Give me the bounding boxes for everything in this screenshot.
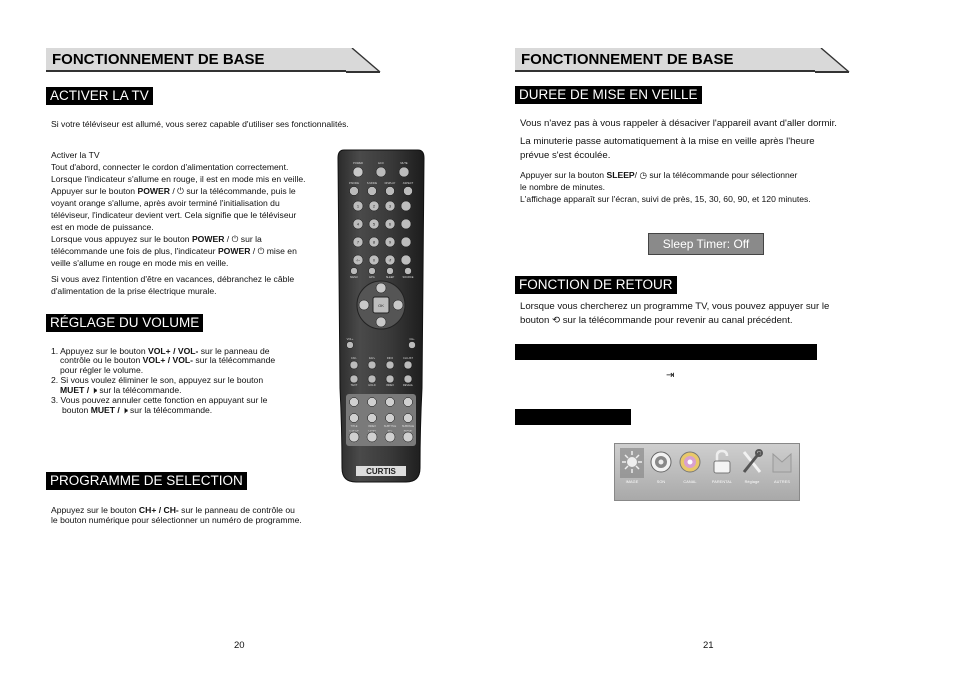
left-page-header (46, 48, 386, 72)
remote-button-label: INDEX (368, 425, 376, 428)
power-icon: ⏻ (177, 186, 184, 196)
section-title-programme: PROGRAMME DE SELECTION (46, 472, 247, 490)
remote-button[interactable] (386, 361, 394, 369)
menu-item-parental[interactable]: PARENTAL (709, 448, 735, 484)
dpad-arrow-button[interactable] (376, 283, 386, 293)
remote-button-eco[interactable] (376, 167, 386, 177)
remote-button[interactable] (386, 375, 394, 383)
remote-button-label: DISPLAY (384, 182, 396, 185)
media-button[interactable] (350, 414, 359, 423)
activer-line-1: Activer la TV (51, 150, 100, 160)
activer-line-3: Lorsque l'indicateur s'allume en rouge, il est en mode mis en veille. (51, 174, 306, 184)
remote-button-label: 7 (356, 239, 360, 245)
remote-button-label: 0 (373, 258, 375, 263)
remote-button-label: INDEX (386, 384, 394, 387)
media-button[interactable] (385, 432, 395, 442)
media-button[interactable] (350, 398, 359, 407)
power-icon: ⏻ (231, 234, 239, 244)
veille-line-2: La minuterie passe automatiquement à la mise en veille après l'heure (520, 136, 815, 147)
remote-button-epg[interactable] (369, 268, 376, 275)
menu-item-son[interactable]: SON (648, 448, 674, 484)
sleep-clock-icon: ◷ (639, 170, 647, 180)
sleep-line-1: Appuyer sur la bouton SLEEP/ ◷ sur la télécommande pour sélectionner (520, 170, 798, 180)
remote-button-label: SLEEP (385, 276, 395, 279)
remote-button-label: 6 (388, 221, 392, 227)
remote-button[interactable] (350, 187, 359, 196)
redacted-section-bar (515, 344, 817, 360)
sleep-line-3: L'affichage apparaît sur l'écran, suivi de près, 15, 30, 60, 90, et 120 minutes. (520, 194, 811, 204)
mute-icon: 🕨 (122, 405, 128, 415)
veille-line-1: Vous n'avez pas à vous rappeler à désaciver l'appareil avant d'aller dormir. (520, 118, 837, 129)
sleep-line-2: le nombre de minutes. (520, 182, 606, 192)
section-title-retour: FONCTION DE RETOUR (515, 276, 677, 294)
dpad-arrow-button[interactable] (393, 300, 403, 310)
volume-line-2: contrôle ou le bouton VOL+ / VOL- sur la télécommande (60, 355, 276, 365)
power-line-3: téléviseur, l'indicateur devient vert. Cela signifie que le téléviseur (51, 210, 297, 220)
remote-button[interactable] (368, 187, 377, 196)
remote-button-label: OK (378, 303, 384, 308)
remote-button-label: FAV+ (368, 357, 376, 360)
retour-line-2: bouton ⟲ sur la télécommande pour revenir au canal précédent. (520, 315, 793, 326)
remote-button-label: MENU (350, 276, 358, 279)
remote-brand: CURTIS (366, 467, 396, 476)
remote-button-label: ECO (378, 162, 384, 165)
remote-button[interactable] (350, 375, 358, 383)
remote-button[interactable] (386, 187, 395, 196)
page-title: FONCTIONNEMENT DE BASE (521, 51, 734, 68)
remote-button-mute[interactable] (399, 167, 409, 177)
remote-button-label: FAV- (351, 357, 357, 360)
remote-button-label: -/-- (355, 258, 361, 263)
programme-line-1: Appuyez sur le bouton CH+ / CH- sur le panneau de contrôle ou (51, 505, 295, 515)
menu-item-autres[interactable]: AUTRES (769, 448, 795, 484)
remote-button-label: HOLD (368, 384, 376, 387)
menu-item-image[interactable]: IMAGE (619, 448, 645, 484)
remote-button-label: 8 (372, 239, 376, 245)
remote-button[interactable] (350, 361, 358, 369)
retour-line-1: Lorsque vous chercherez un programme TV, vous pouvez appuyer sur le (520, 301, 830, 312)
remote-button-label: 9 (388, 239, 392, 245)
activer-line-2: Tout d'abord, connecter le cordon d'alimentation correctement. (51, 162, 289, 172)
others-icon (770, 448, 794, 478)
programme-line-2: le bouton numérique pour sélectionner un numéro de programme. (51, 515, 302, 525)
intro-text: Si votre téléviseur est allumé, vous serez capable d'utiliser ses fonctionnalités. (51, 119, 349, 129)
remote-button[interactable] (404, 187, 413, 196)
media-button[interactable] (368, 398, 377, 407)
return-icon: ⟲ (552, 315, 561, 326)
remote-button-label: SOURCE (402, 276, 414, 279)
remote-button[interactable] (401, 237, 411, 247)
remote-button-menu[interactable] (351, 268, 358, 275)
volume-line-5: MUET / 🕨 sur la télécommande. (60, 385, 182, 395)
power-paragraph-line: Appuyer sur le bouton POWER / ⏻ sur la télécommande, puis le (51, 186, 296, 196)
sound-icon (649, 448, 673, 478)
mute-icon: 🕨 (91, 385, 97, 395)
media-button[interactable] (403, 432, 413, 442)
section-title-veille: DUREE DE MISE EN VEILLE (515, 86, 702, 104)
volume-line-1: 1. Appuyez sur le bouton VOL+ / VOL- sur le panneau de (51, 346, 270, 356)
remote-button[interactable] (368, 361, 376, 369)
remote-button[interactable] (404, 375, 412, 383)
remote-button-label: MUTE (400, 162, 408, 165)
remote-button[interactable] (401, 255, 411, 265)
vacances-line-1: Si vous avez l'intention d'être en vacances, débranchez le câble (51, 274, 295, 284)
header-diagonal-decoration (815, 48, 851, 74)
sleep-timer-osd: Sleep Timer: Off (648, 233, 764, 255)
remote-button-label: POWER (353, 162, 363, 165)
input-source-icon: ⇥ (666, 370, 675, 381)
remote-button-label: CH+ (409, 338, 415, 341)
remote-button-label: REPEAT (403, 430, 413, 433)
media-button[interactable] (368, 414, 377, 423)
tools-icon (740, 448, 764, 478)
remote-button-label: 2 (372, 203, 376, 209)
volume-line-7: bouton MUET / 🕨 sur la télécommande. (62, 405, 213, 415)
remote-button[interactable] (347, 342, 354, 349)
remote-button-label: TITLE (350, 425, 358, 428)
remote-button-sleep[interactable] (387, 268, 394, 275)
remote-button-label: REVEAL (402, 384, 414, 387)
remote-button-label: EPG (369, 276, 375, 279)
remote-button-source[interactable] (405, 268, 412, 275)
remote-button-label: ASPECT (402, 182, 414, 185)
remote-button[interactable] (368, 375, 376, 383)
lock-icon (710, 448, 734, 478)
menu-item-canal[interactable]: CANAL (677, 448, 703, 484)
power-fourth-line: veille s'allume en rouge en mode mis en veille. (51, 258, 229, 268)
remote-button-label: D.SETUP (349, 430, 359, 433)
remote-button-power[interactable] (353, 167, 363, 177)
remote-button-label: T-SHIFT (367, 430, 377, 433)
power-line-2: voyant orange s'allume, après avoir terminé l'initialisation du (51, 198, 280, 208)
remote-control-illustration (336, 148, 426, 484)
remote-button-label: SUBTITLE (383, 425, 397, 428)
remote-button-label: CH.LIST (403, 357, 413, 360)
power-line-4: est en mode de puissance. (51, 222, 154, 232)
vacances-line-2: d'alimentation de la prise électrique murale. (51, 286, 217, 296)
remote-button-label: 3 (388, 203, 392, 209)
media-button[interactable] (349, 432, 359, 442)
remote-button-label: SUBPAGE (401, 425, 415, 428)
remote-button[interactable] (401, 219, 411, 229)
remote-button-label: S.MODE (366, 182, 378, 185)
media-button[interactable] (386, 398, 395, 407)
power-third-line: télécommande une fois de plus, l'indicateur POWER / ⏻ mise en (51, 246, 297, 256)
remote-button-label: REC (387, 430, 393, 433)
remote-button-label: INFO (386, 357, 394, 360)
remote-button[interactable] (409, 342, 416, 349)
redacted-section-bar-2 (515, 409, 631, 425)
page-number-right: 21 (703, 640, 714, 651)
power-icon: ⏻ (257, 246, 265, 256)
dpad-arrow-button[interactable] (359, 300, 369, 310)
remote-button-label: TEXT (350, 384, 358, 387)
volume-line-6: 3. Vous pouvez annuler cette fonction en appuyant sur le (51, 395, 268, 405)
media-button[interactable] (367, 432, 377, 442)
section-title-activer-tv: ACTIVER LA TV (46, 87, 153, 105)
media-button[interactable] (404, 414, 413, 423)
media-button[interactable] (404, 398, 413, 407)
volume-line-4: 2. Si vous voulez éliminer le son, appuyez sur le bouton (51, 375, 264, 385)
right-page-header (515, 48, 855, 72)
power-second-line: Lorsque vous appuyez sur le bouton POWER / ⏻ sur la (51, 234, 262, 244)
remote-button-label: ↺ (388, 258, 392, 263)
remote-button[interactable] (404, 361, 412, 369)
remote-button-label: 5 (372, 221, 376, 227)
menu-item-reglage[interactable]: Réglage (739, 448, 765, 484)
veille-line-3: prévue s'est écoulée. (520, 150, 611, 161)
page-title: FONCTIONNEMENT DE BASE (52, 51, 265, 68)
remote-button[interactable] (401, 201, 411, 211)
volume-line-3: pour régler le volume. (60, 365, 144, 375)
remote-button-label: P.MODE (349, 182, 359, 185)
remote-button-label: 1 (356, 203, 360, 209)
picture-icon (620, 448, 644, 478)
channel-disc-icon (678, 448, 702, 478)
dpad-arrow-button[interactable] (376, 317, 386, 327)
remote-button-label: VOL+ (346, 338, 354, 341)
page-number-left: 20 (234, 640, 245, 651)
media-button[interactable] (386, 414, 395, 423)
section-title-volume: RÉGLAGE DU VOLUME (46, 314, 203, 332)
remote-button-label: 4 (356, 221, 360, 227)
header-diagonal-decoration (346, 48, 382, 74)
osd-main-menu (614, 443, 800, 501)
